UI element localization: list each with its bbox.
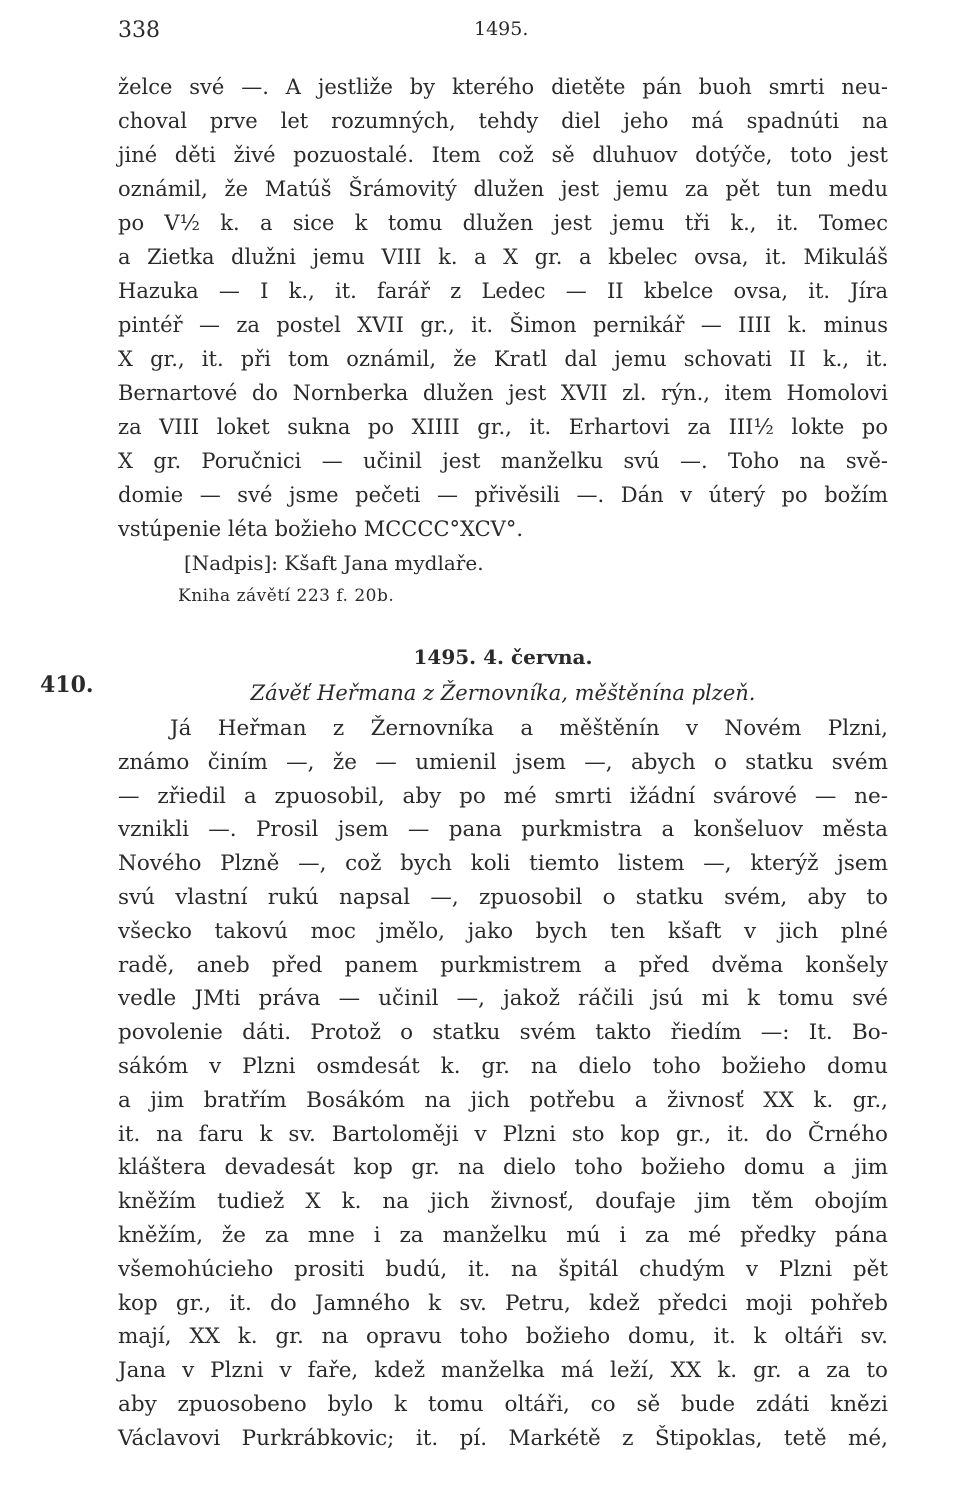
text-line: Já Heřman z Žernovníka a měštěnín v Novém Plzni, — [170, 716, 888, 741]
text-line: kněžím, že za mne i za manželku mú i za mé předky pána — [118, 1222, 888, 1248]
document-heading-note: [Nadpis]: Kšaft Jana mydlaře. — [184, 551, 484, 575]
section-gap — [118, 612, 888, 640]
text-line: a jim bratřím Bosákóm na jich potřebu a živnosť XX k. gr., — [118, 1087, 888, 1113]
text-line: Václavovi Purkrábkovic; it. pí. Markétě z Štipoklas, tetě mé, — [118, 1425, 888, 1451]
text-line: po V½ k. a sice k tomu dlužen jest jemu tři k., it. Tomec — [118, 211, 888, 235]
page-body — [118, 70, 888, 1456]
text-line: kláštera devadesát kop gr. na dielo toho božieho domu a jim — [118, 1155, 888, 1181]
previous-entry-text — [118, 70, 888, 612]
text-line: it. na faru k sv. Bartoloměji v Plzni sto kop gr., it. do Črného — [118, 1121, 888, 1147]
text-line: X gr., it. při tom oznámil, že Kratl dal jemu schovati II k., it. — [118, 347, 888, 371]
text-line: kop gr., it. do Jamného k sv. Petru, kdež předci moji pohřeb — [118, 1290, 888, 1316]
text-line: X gr. Poručnici — učinil jest manželku svú —. Toho na svě- — [118, 449, 888, 473]
text-line: známo činím —, že — umienil jsem —, abych o statku svém — [118, 749, 888, 775]
entry-number: 410. — [40, 672, 94, 698]
page-number: 338 — [118, 18, 160, 43]
text-line: — zřiedil a zpuosobil, aby po mé smrti ižádní svárové — ne- — [118, 783, 888, 809]
entry-title: Závěť Heřmana z Žernovníka, měštěnína plzeň. — [250, 681, 756, 705]
text-line: jiné děti živé pozuostalé. Item což sě dluhuov dotýče, toto jest — [118, 143, 888, 167]
text-line: Hazuka — I k., it. farář z Ledec — II kbelce ovsa, it. Jíra — [118, 279, 888, 303]
text-line: povolenie dáti. Protož o statku svém takto řiedím —: It. Bo- — [118, 1020, 888, 1046]
text-line: vstúpenie léta božieho MCCCC°XCV°. — [118, 517, 523, 541]
text-line: vznikli —. Prosil jsem — pana purkmistra a konšeluov města — [118, 817, 888, 843]
running-header-year: 1495. — [474, 18, 529, 40]
text-line: mají, XX k. gr. na opravu toho božieho domu, it. k oltáři sv. — [118, 1324, 888, 1350]
text-line: svú vlastní rukú napsal —, zpuosobil o statku svém, aby to — [118, 884, 888, 910]
text-line: Jana v Plzni v faře, kdež manželka má leží, XX k. gr. a za to — [118, 1358, 888, 1384]
text-line: vedle JMti práva — učinil —, jakož ráčili jsú mi k tomu své — [118, 986, 888, 1012]
text-line: pintéř — za postel XVII gr., it. Šimon pernikář — IIII k. minus — [118, 313, 888, 337]
text-line: oznámil, že Matúš Šrámovitý dlužen jest jemu za pět tun medu — [118, 177, 888, 201]
text-line: všemohúcieho prositi budú, it. na špitál chudým v Plzni pět — [118, 1256, 888, 1282]
source-citation: Kniha závětí 223 f. 20b. — [178, 586, 395, 606]
text-line: domie — své jsme pečeti — přivěsili —. Dán v úterý po božím — [118, 483, 888, 507]
text-line: za VIII loket sukna po XIIII gr., it. Erhartovi za III½ lokte po — [118, 415, 888, 439]
text-line: všecko takovú moc jmělo, jako bych ten kšaft v jich plné — [118, 918, 888, 944]
text-line: a Zietka dlužni jemu VIII k. a X gr. a kbelec ovsa, it. Mikuláš — [118, 245, 888, 269]
text-line: aby zpuosobeno bylo k tomu oltáři, co sě bude zdáti knězi — [118, 1391, 888, 1417]
text-line: choval prve let rozumných, tehdy diel jeho má spadnúti na — [118, 109, 888, 133]
entry-text — [118, 712, 888, 1456]
text-line: Nového Plzně —, což bych koli tiemto listem —, kterýž jsem — [118, 851, 888, 877]
page-header — [0, 18, 960, 48]
text-line: Bernartové do Nornberka dlužen jest XVII zl. rýn., item Homolovi — [118, 381, 888, 405]
text-line: želce své —. A jestliže by kterého dietěte pán buoh smrti neu- — [118, 75, 888, 99]
text-line: kněžím tudiež X k. na jich živnosť, doufaje jim těm obojím — [118, 1189, 888, 1215]
text-line: sákóm v Plzni osmdesát k. gr. na dielo toho božieho domu — [118, 1053, 888, 1079]
text-line: radě, aneb před panem purkmistrem a před dvěma konšely — [118, 952, 888, 978]
entry-date: 1495. 4. června. — [413, 645, 593, 669]
